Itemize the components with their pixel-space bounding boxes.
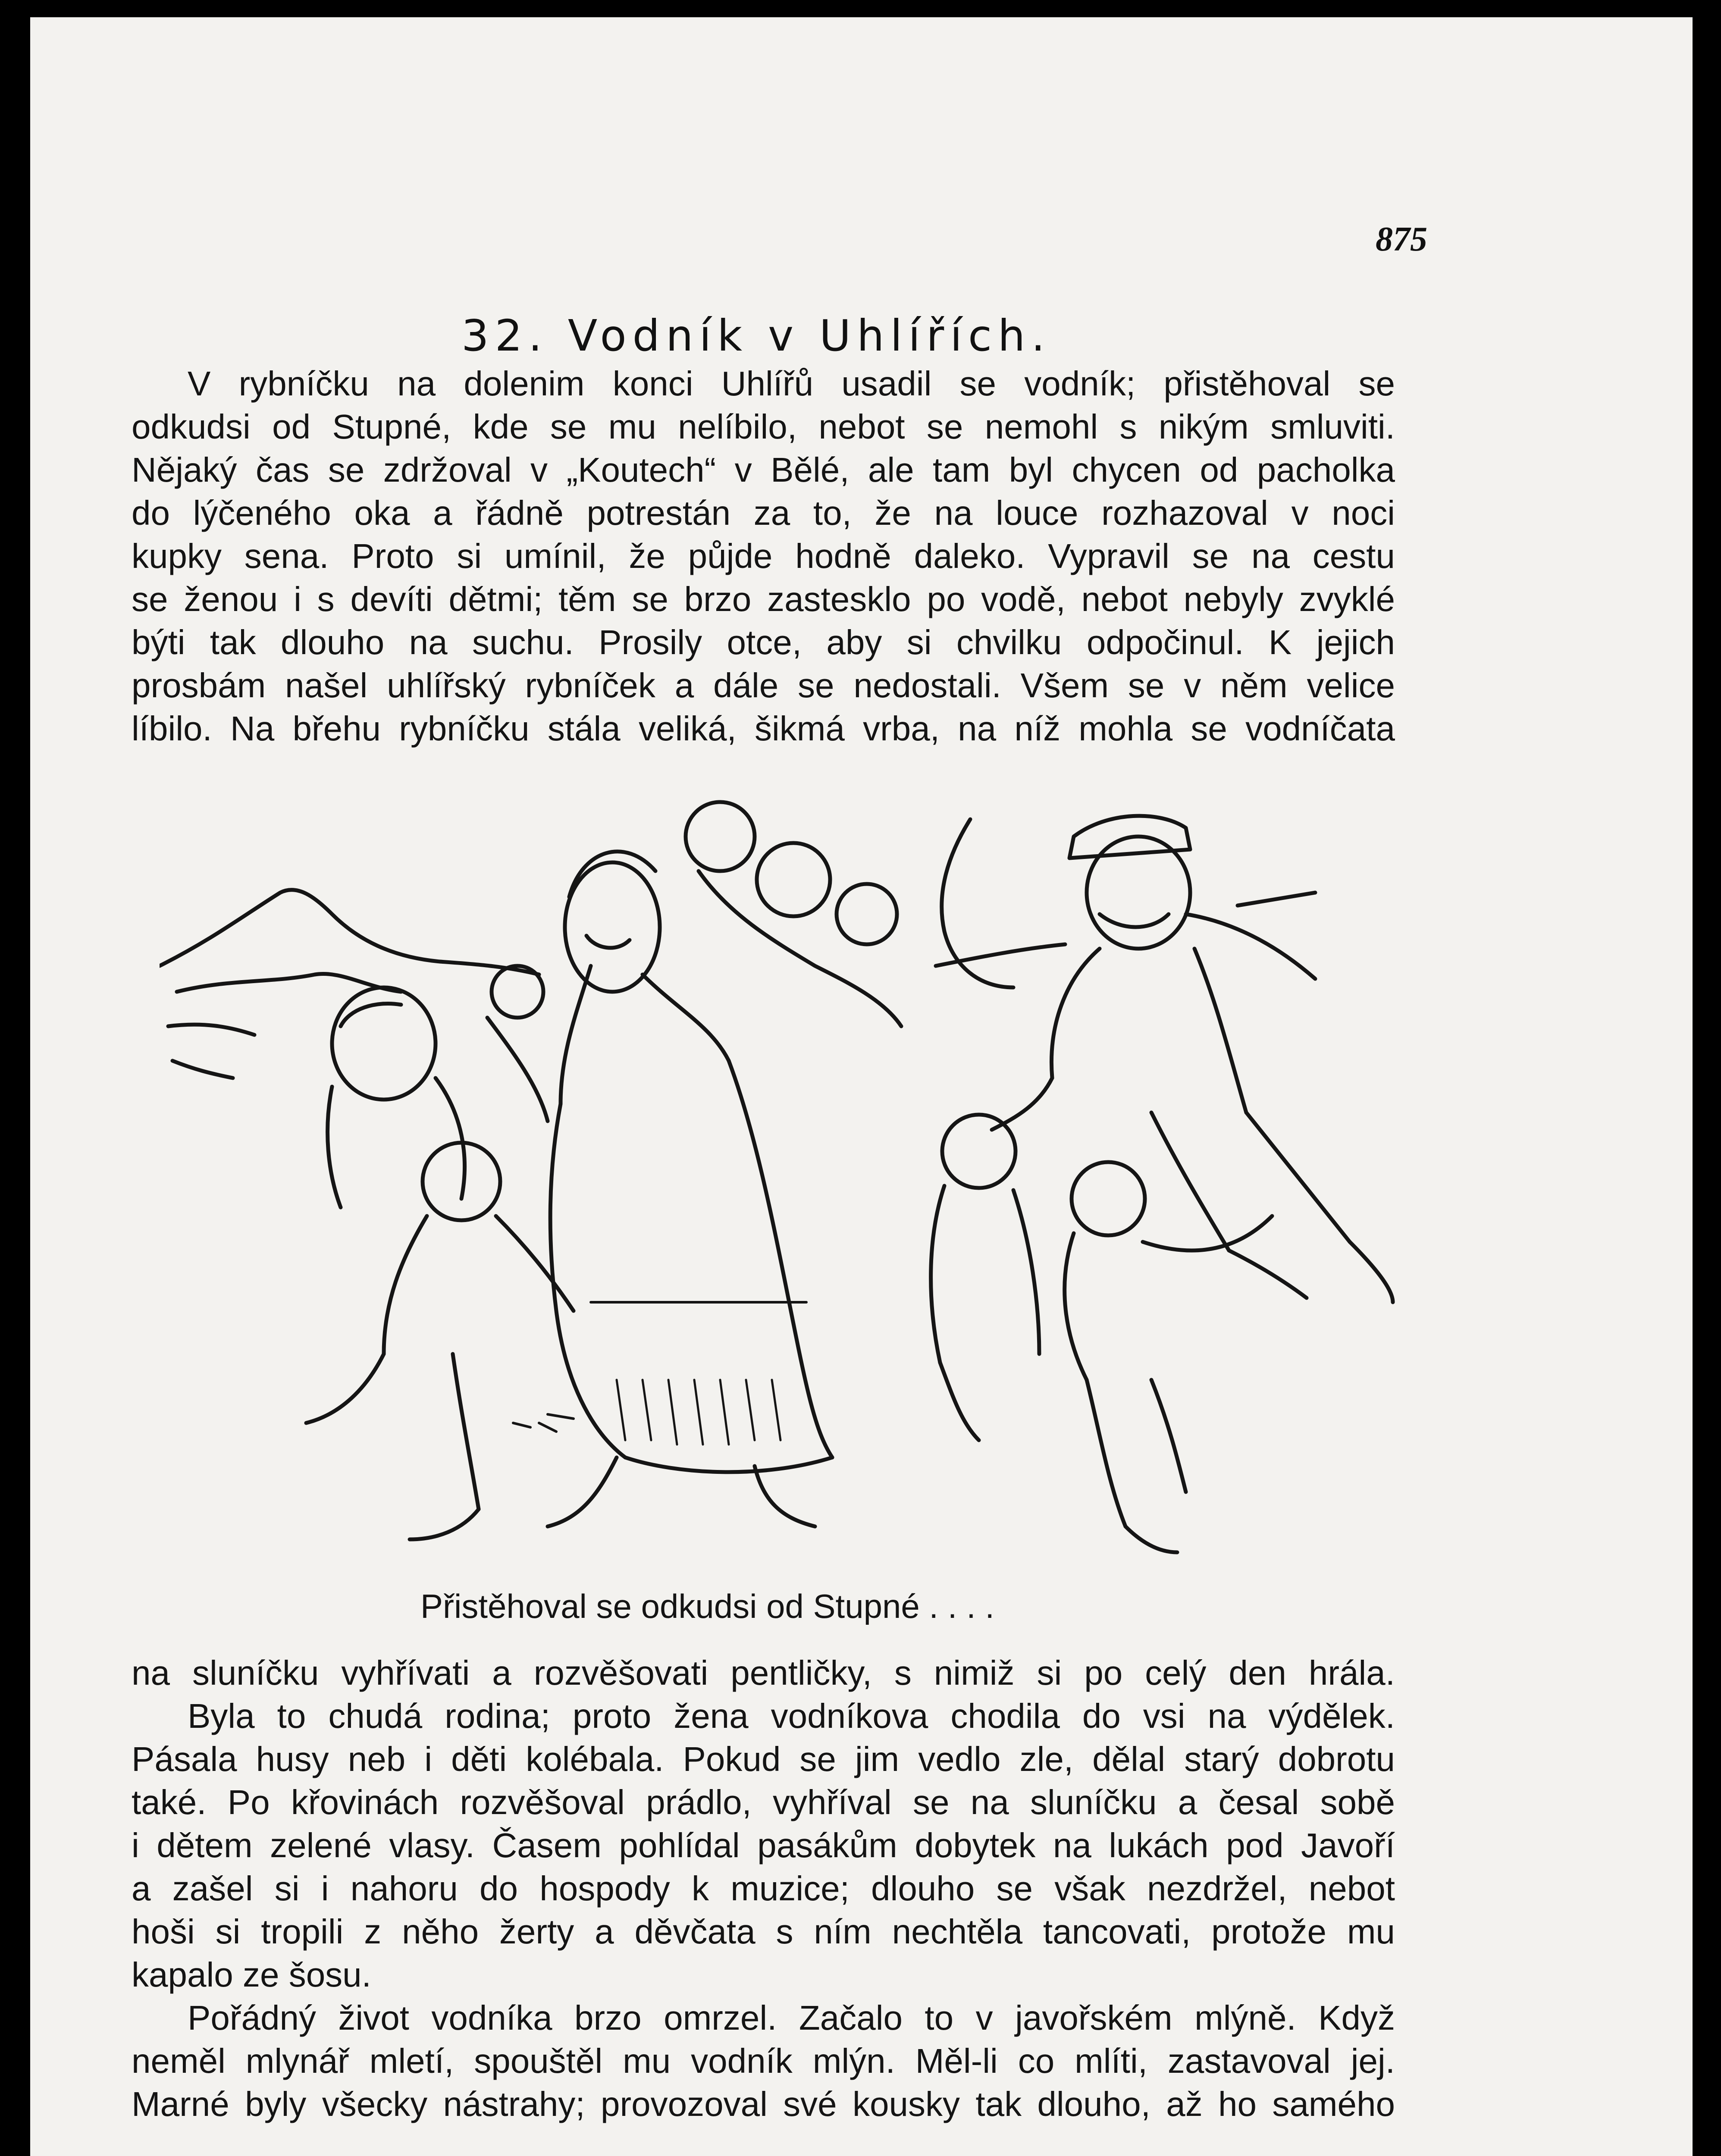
- left-child-figure: [328, 966, 548, 1207]
- text-line: hoši si tropili z něho žerty a děvčata s ním nechtěla tancovati, protože mu: [132, 1912, 1395, 1951]
- illustration-vodnik-family: [160, 785, 1401, 1583]
- text-line: Pásala husy neb i děti kolébala. Pokud se jim vedlo zle, dělal starý dobrotu: [132, 1740, 1395, 1778]
- illustration-caption: Přistěhoval se odkudsi od Stupné . . . .: [420, 1587, 995, 1625]
- text-line: také. Po křovinách rozvěšoval prádlo, vyhříval se na sluníčku a česal sobě: [132, 1783, 1395, 1821]
- text-line: kupky sena. Proto si umínil, že půjde hodně daleko. Vypravil se na cestu: [132, 537, 1395, 575]
- front-child-figure: [306, 1143, 574, 1539]
- text-line: Byla to chudá rodina; proto žena vodníkova chodila do vsi na výdělek.: [188, 1697, 1395, 1735]
- right-children-figures: [931, 1115, 1272, 1552]
- text-line: Nějaký čas se zdržoval v „Koutech“ v Bělé, ale tam byl chycen od pacholka: [132, 451, 1395, 489]
- text-line: prosbám našel uhlířský rybníček a dále se nedostali. Všem se v něm velice: [132, 666, 1395, 705]
- father-figure: [942, 816, 1393, 1302]
- children-on-back: [686, 802, 901, 1026]
- text-line: V rybníčku na dolenim konci Uhlířů usadil se vodník; přistěhoval se: [188, 364, 1395, 403]
- mother-figure: [548, 852, 832, 1526]
- text-line: se ženou i s devíti dětmi; těm se brzo zastesklo po vodě, nebot nebyly zvyklé: [132, 580, 1395, 618]
- text-line: líbilo. Na břehu rybníčku stála veliká, šikmá vrba, na níž mohla se vodníčata: [132, 709, 1395, 748]
- text-line: Pořádný život vodníka brzo omrzel. Začalo to v javořském mlýně. Když: [188, 1999, 1395, 2037]
- paragraph-1: [132, 362, 1395, 750]
- hills-drawing: [160, 890, 539, 975]
- text-line: do lýčeného oka a řádně potrestán za to, že na louce rozhazoval v noci: [132, 494, 1395, 532]
- text-line: odkudsi od Stupné, kde se mu nelíbilo, nebot se nemohl s nikým smluviti.: [132, 407, 1395, 446]
- text-line: býti tak dlouho na suchu. Prosily otce, aby si chvilku odpočinul. K jejich: [132, 623, 1395, 661]
- text-line: Marné byly všecky nástrahy; provozoval své kousky tak dlouho, až ho samého: [132, 2085, 1395, 2123]
- text-line: i dětem zelené vlasy. Časem pohlídal pasákům dobytek na lukách pod Javoří: [132, 1826, 1395, 1865]
- book-page: [30, 17, 1693, 2156]
- page-number: 875: [1376, 220, 1427, 258]
- text-line: neměl mlynář mletí, spouštěl mu vodník mlýn. Měl-li co mlíti, zastavoval jej.: [132, 2042, 1395, 2080]
- continuation-line: [132, 1651, 1395, 1695]
- paragraph-2: [132, 1695, 1395, 1996]
- chapter-title: 32. Vodník v Uhlířích.: [461, 310, 1051, 361]
- text-line: na sluníčku vyhřívati a rozvěšovati pentličky, s nimiž si po celý den hrála.: [132, 1654, 1395, 1692]
- text-line: kapalo ze šosu.: [132, 1955, 371, 1994]
- paragraph-3: [132, 1996, 1395, 2126]
- text-line: a zašel si i nahoru do hospody k muzice; dlouho se však nezdržel, nebot: [132, 1869, 1395, 1908]
